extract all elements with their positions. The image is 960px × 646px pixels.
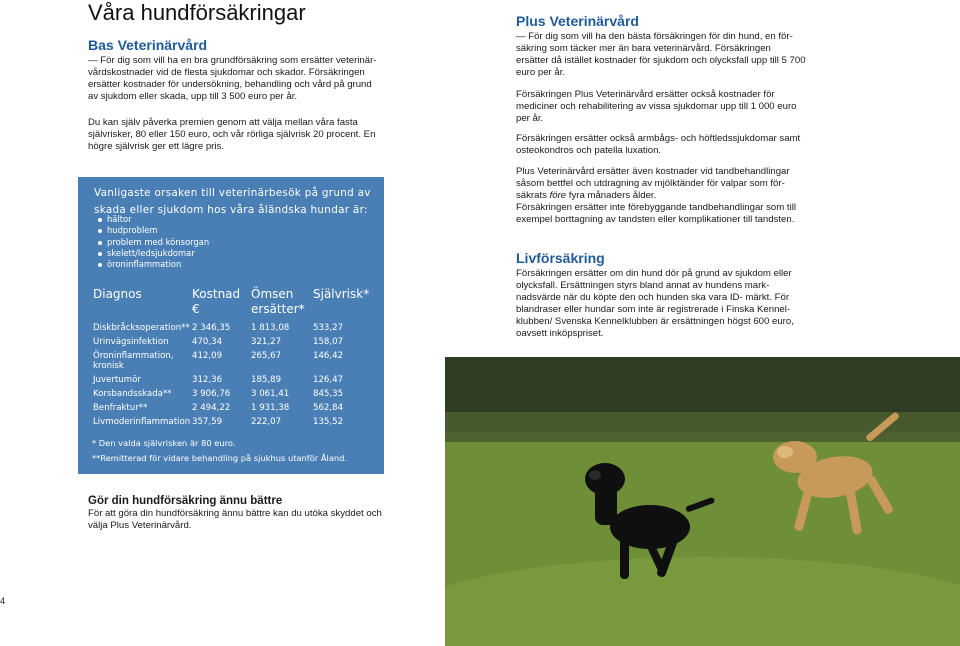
upgrade-text: För att göra din hundförsäkring ännu bättre kan du utöka skyddet och välja Plus Veterinärvård. xyxy=(88,508,382,531)
plus-para4-end: fyra månaders ålder. xyxy=(566,190,657,201)
plus-para4 xyxy=(516,166,806,202)
table-cell: 412,09 xyxy=(192,351,223,361)
page-number: 4 xyxy=(0,596,6,606)
table-cell: Livmoderinflammation xyxy=(93,417,191,427)
upgrade-section xyxy=(88,495,388,532)
table-cell: 321,27 xyxy=(251,337,282,347)
col-header-diagnos: Diagnos xyxy=(93,287,142,301)
plus-section xyxy=(516,13,806,226)
panel-heading: Vanligaste orsaken till veterinärbesök på grund av skada eller sjukdom hos våra åländska hundar är: xyxy=(94,187,371,216)
col-header-sjalvrisk: Självrisk* xyxy=(313,287,370,301)
plus-para4-emphasis: före xyxy=(549,190,567,201)
bas-para2: Du kan själv påverka premien genom att välja mellan våra fasta självrisker, 80 eller 150 euro, och vår rörliga självrisk 20 procent. En högre självrisk ger ett lägre pris. xyxy=(88,117,376,152)
table-cell: 185,89 xyxy=(251,375,282,385)
col-header-kostnad: Kostnad € xyxy=(192,287,241,316)
table-cell: Diskbråcksoperation** xyxy=(93,323,190,333)
table-cell: 126,47 xyxy=(313,375,344,385)
table-cell: 146,42 xyxy=(313,351,344,361)
dogs-photo xyxy=(445,357,960,646)
life-text: Försäkringen ersätter om din hund dör på grund av sjukdom eller olycksfall. Ersättningen styrs bland annat av hundens marknadsvärde när du köpte den och hunden ska vara ID- märkt. För blandraser eller hundar som inte är registrerade i Finska Kennelklubben/ Svenska Kennelklubben är ersättningen högst 600 euro, oavsett inköpspriset. xyxy=(516,268,794,339)
cause-list xyxy=(98,214,209,270)
statistics-panel xyxy=(78,177,384,474)
table-cell: 533,27 xyxy=(313,323,344,333)
plus-para3: Försäkringen ersätter också armbågs- och höftledssjukdomar samt osteokondros och patella luxation. xyxy=(516,133,801,156)
table-cell: 3 906,76 xyxy=(192,389,231,399)
list-item: problem med könsorgan xyxy=(98,237,209,248)
table-cell: Juvertumör xyxy=(93,375,141,385)
table-cell: 357,59 xyxy=(192,417,223,427)
table-cell: Urinvägsinfektion xyxy=(93,337,169,347)
table-cell: 135,52 xyxy=(313,417,344,427)
plus-para5: Försäkringen ersätter inte förebyggande tandbehandlingar som till exempel borttagning av tandsten eller komplikationer till tandsten. xyxy=(516,202,796,225)
plus-para1: — För dig som vill ha den bästa försäkringen för din hund, en försäkring som täcker mer än bara veterinärvård. Försäkringen ersätter då istället kostnader för sjukdom och olycksfall upp till 5 700 euro per år. xyxy=(516,31,806,78)
bas-section xyxy=(88,37,378,153)
list-item: hältor xyxy=(98,214,209,225)
life-section xyxy=(516,250,806,340)
table-cell: 3 061,41 xyxy=(251,389,290,399)
footnote-2: **Remitterad för vidare behandling på sjukhus utanför Åland. xyxy=(92,453,348,463)
table-cell: 1 931,38 xyxy=(251,403,290,413)
dogs-illustration xyxy=(445,357,960,646)
table-cell: 562,84 xyxy=(313,403,344,413)
table-cell: 265,67 xyxy=(251,351,282,361)
list-item: hudproblem xyxy=(98,225,209,236)
table-cell: 222,07 xyxy=(251,417,282,427)
bas-heading: Bas Veterinärvård xyxy=(88,37,208,53)
table-cell: 312,36 xyxy=(192,375,223,385)
life-heading: Livförsäkring xyxy=(516,250,605,266)
upgrade-heading: Gör din hundförsäkring ännu bättre xyxy=(88,495,283,507)
plus-para2: Försäkringen Plus Veterinärvård ersätter också kostnader för mediciner och rehabilitering av vissa sjukdomar upp till 1 000 euro per år. xyxy=(516,89,797,124)
footnote-1: * Den valda självrisken är 80 euro. xyxy=(92,438,236,448)
plus-heading: Plus Veterinärvård xyxy=(516,13,639,29)
table-cell: Korsbandsskada** xyxy=(93,389,172,399)
page-title: Våra hundförsäkringar xyxy=(88,0,306,25)
list-item: öroninflammation xyxy=(98,259,209,270)
list-item: skelett/ledsjukdomar xyxy=(98,248,209,259)
table-cell: Öroninflammation, kronisk xyxy=(93,351,174,371)
table-cell: 2 346,35 xyxy=(192,323,231,333)
table-cell: 2 494,22 xyxy=(192,403,231,413)
table-cell: 158,07 xyxy=(313,337,344,347)
plus-para4-start: Plus Veterinärvård ersätter även kostnader vid tandbehandlingar såsom bettfel och utdragning av mjölktänder för valpar som försäkrats xyxy=(516,166,790,201)
table-cell: 845,35 xyxy=(313,389,344,399)
bas-intro: — För dig som vill ha en bra grundförsäkring som ersätter veterinärvårdskostnader vid de flesta sjukdomar och skador. Försäkringen ersätter kostnader för undersökning, behandling och vård på grund av sjukdom eller skada, upp till 3 500 euro per år. xyxy=(88,55,377,102)
col-header-omsen: Ömsen ersätter* xyxy=(251,287,305,316)
table-cell: Benfraktur** xyxy=(93,403,148,413)
table-cell: 470,34 xyxy=(192,337,223,347)
table-cell: 1 813,08 xyxy=(251,323,290,333)
